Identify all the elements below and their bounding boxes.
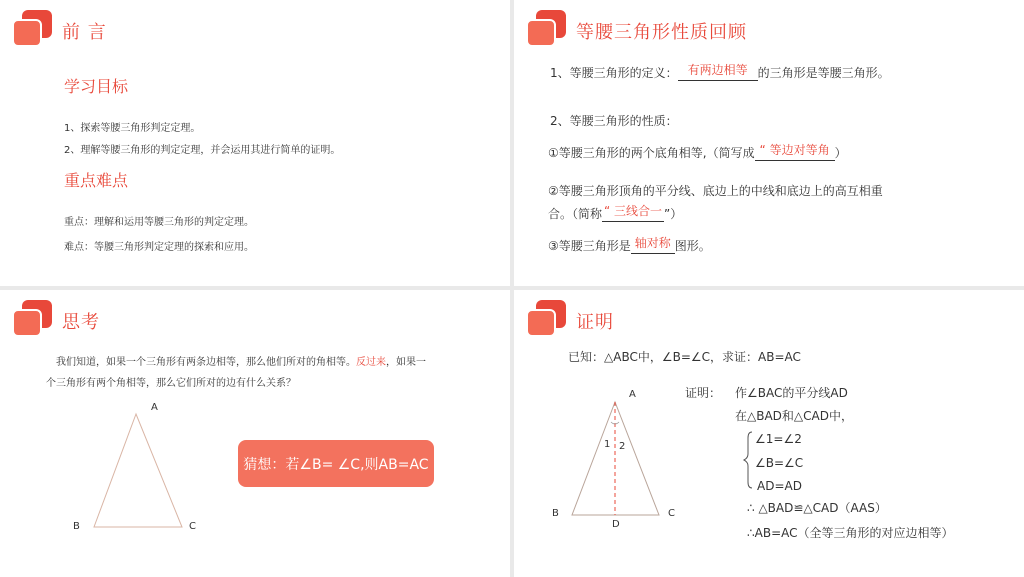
- property-3-prefix: ③等腰三角形是: [548, 239, 631, 253]
- property-2-line1: ②等腰三角形顶角的平分线、底边上的中线和底边上的高互相重: [548, 184, 883, 198]
- vertex-a-label: A: [629, 389, 636, 400]
- slide-review[interactable]: [514, 0, 1024, 286]
- logo-icon: [12, 10, 52, 48]
- proof-label: 证明：: [685, 386, 722, 400]
- property-1-blank: [755, 143, 835, 161]
- conclusion-2: ∴AB=AC（全等三角形的对应边相等）: [747, 526, 954, 540]
- think-text-highlight: 反过来: [356, 357, 386, 368]
- definition-answer: 有两边相等: [687, 63, 748, 77]
- goal-2: 2、理解等腰三角形的判定定理，并会运用其进行简单的证明。: [64, 145, 341, 156]
- vertex-d-label: D: [612, 519, 620, 530]
- slide-title: 证明: [576, 312, 614, 333]
- property-2-suffix: ”）: [664, 207, 683, 221]
- logo-icon: [526, 10, 566, 48]
- think-text-a: 我们知道，如果一个三角形有两条边相等，那么他们所对的角相等。: [56, 357, 356, 368]
- property-2-prefix: 合。（简称: [548, 207, 603, 221]
- property-1-answer: “ 等边对等角: [759, 143, 830, 157]
- vertex-c-label: C: [668, 508, 675, 519]
- definition-line: [550, 64, 890, 81]
- triangle-diagram: [0, 290, 510, 577]
- guess-box: 猜想：若∠B= ∠C,则AB=AC: [238, 440, 434, 487]
- condition-2: ∠B=∠C: [755, 456, 804, 470]
- triangle-abc: [94, 414, 182, 527]
- slide-title: 等腰三角形性质回顾: [576, 22, 747, 43]
- difficult-point: 难点：等腰三角形判定定理的探索和应用。: [64, 242, 254, 253]
- slide-preface[interactable]: [0, 0, 510, 286]
- slide-title: 思考: [62, 312, 100, 333]
- proof-step-1: 作∠BAC的平分线AD: [735, 386, 848, 400]
- slide-proof[interactable]: [514, 290, 1024, 577]
- slide-think[interactable]: [0, 290, 510, 577]
- goals-heading: 学习目标: [64, 77, 129, 96]
- property-3-suffix: 图形。: [674, 239, 711, 253]
- conclusion-1: ∴ △BAD≌△CAD（AAS）: [747, 501, 887, 515]
- properties-heading: 2、等腰三角形的性质：: [550, 114, 678, 128]
- definition-blank: [678, 63, 758, 81]
- property-2-line2: [548, 205, 682, 222]
- think-text-b: ，如果一: [386, 357, 426, 368]
- property-3-answer: 轴对称: [634, 236, 671, 250]
- given-statement: 已知：△ABC中，∠B=∠C，求证：AB=AC: [568, 350, 801, 364]
- definition-prefix: 1、等腰三角形的定义：: [550, 66, 678, 80]
- slide-title: 前 言: [62, 22, 107, 43]
- property-3: [548, 237, 711, 254]
- vertex-a-label: A: [151, 402, 158, 413]
- property-1-suffix: ）: [834, 146, 847, 160]
- property-1-prefix: ①等腰三角形的两个底角相等,（简写成: [548, 146, 755, 160]
- property-3-blank: [631, 236, 675, 254]
- property-2-blank: [602, 204, 664, 222]
- vertex-b-label: B: [552, 508, 559, 519]
- vertex-b-label: B: [73, 521, 80, 532]
- think-text-line2: 个三角形有两个角相等，那么它们所对的边有什么关系？: [46, 378, 296, 389]
- vertex-c-label: C: [189, 521, 196, 532]
- condition-3: AD=AD: [757, 479, 802, 493]
- key-point: 重点：理解和运用等腰三角形的判定定理。: [64, 217, 254, 228]
- property-2-answer: “ 三线合一: [603, 204, 663, 218]
- key-heading: 重点难点: [64, 171, 129, 190]
- condition-1: ∠1=∠2: [755, 432, 802, 446]
- proof-step-2: 在△BAD和△CAD中，: [735, 409, 853, 423]
- angle-2-label: 2: [619, 441, 626, 452]
- angle-1-label: 1: [604, 439, 611, 450]
- property-1: [548, 144, 847, 161]
- goal-1: 1、探索等腰三角形判定定理。: [64, 123, 201, 134]
- definition-suffix: 的三角形是等腰三角形。: [757, 66, 890, 80]
